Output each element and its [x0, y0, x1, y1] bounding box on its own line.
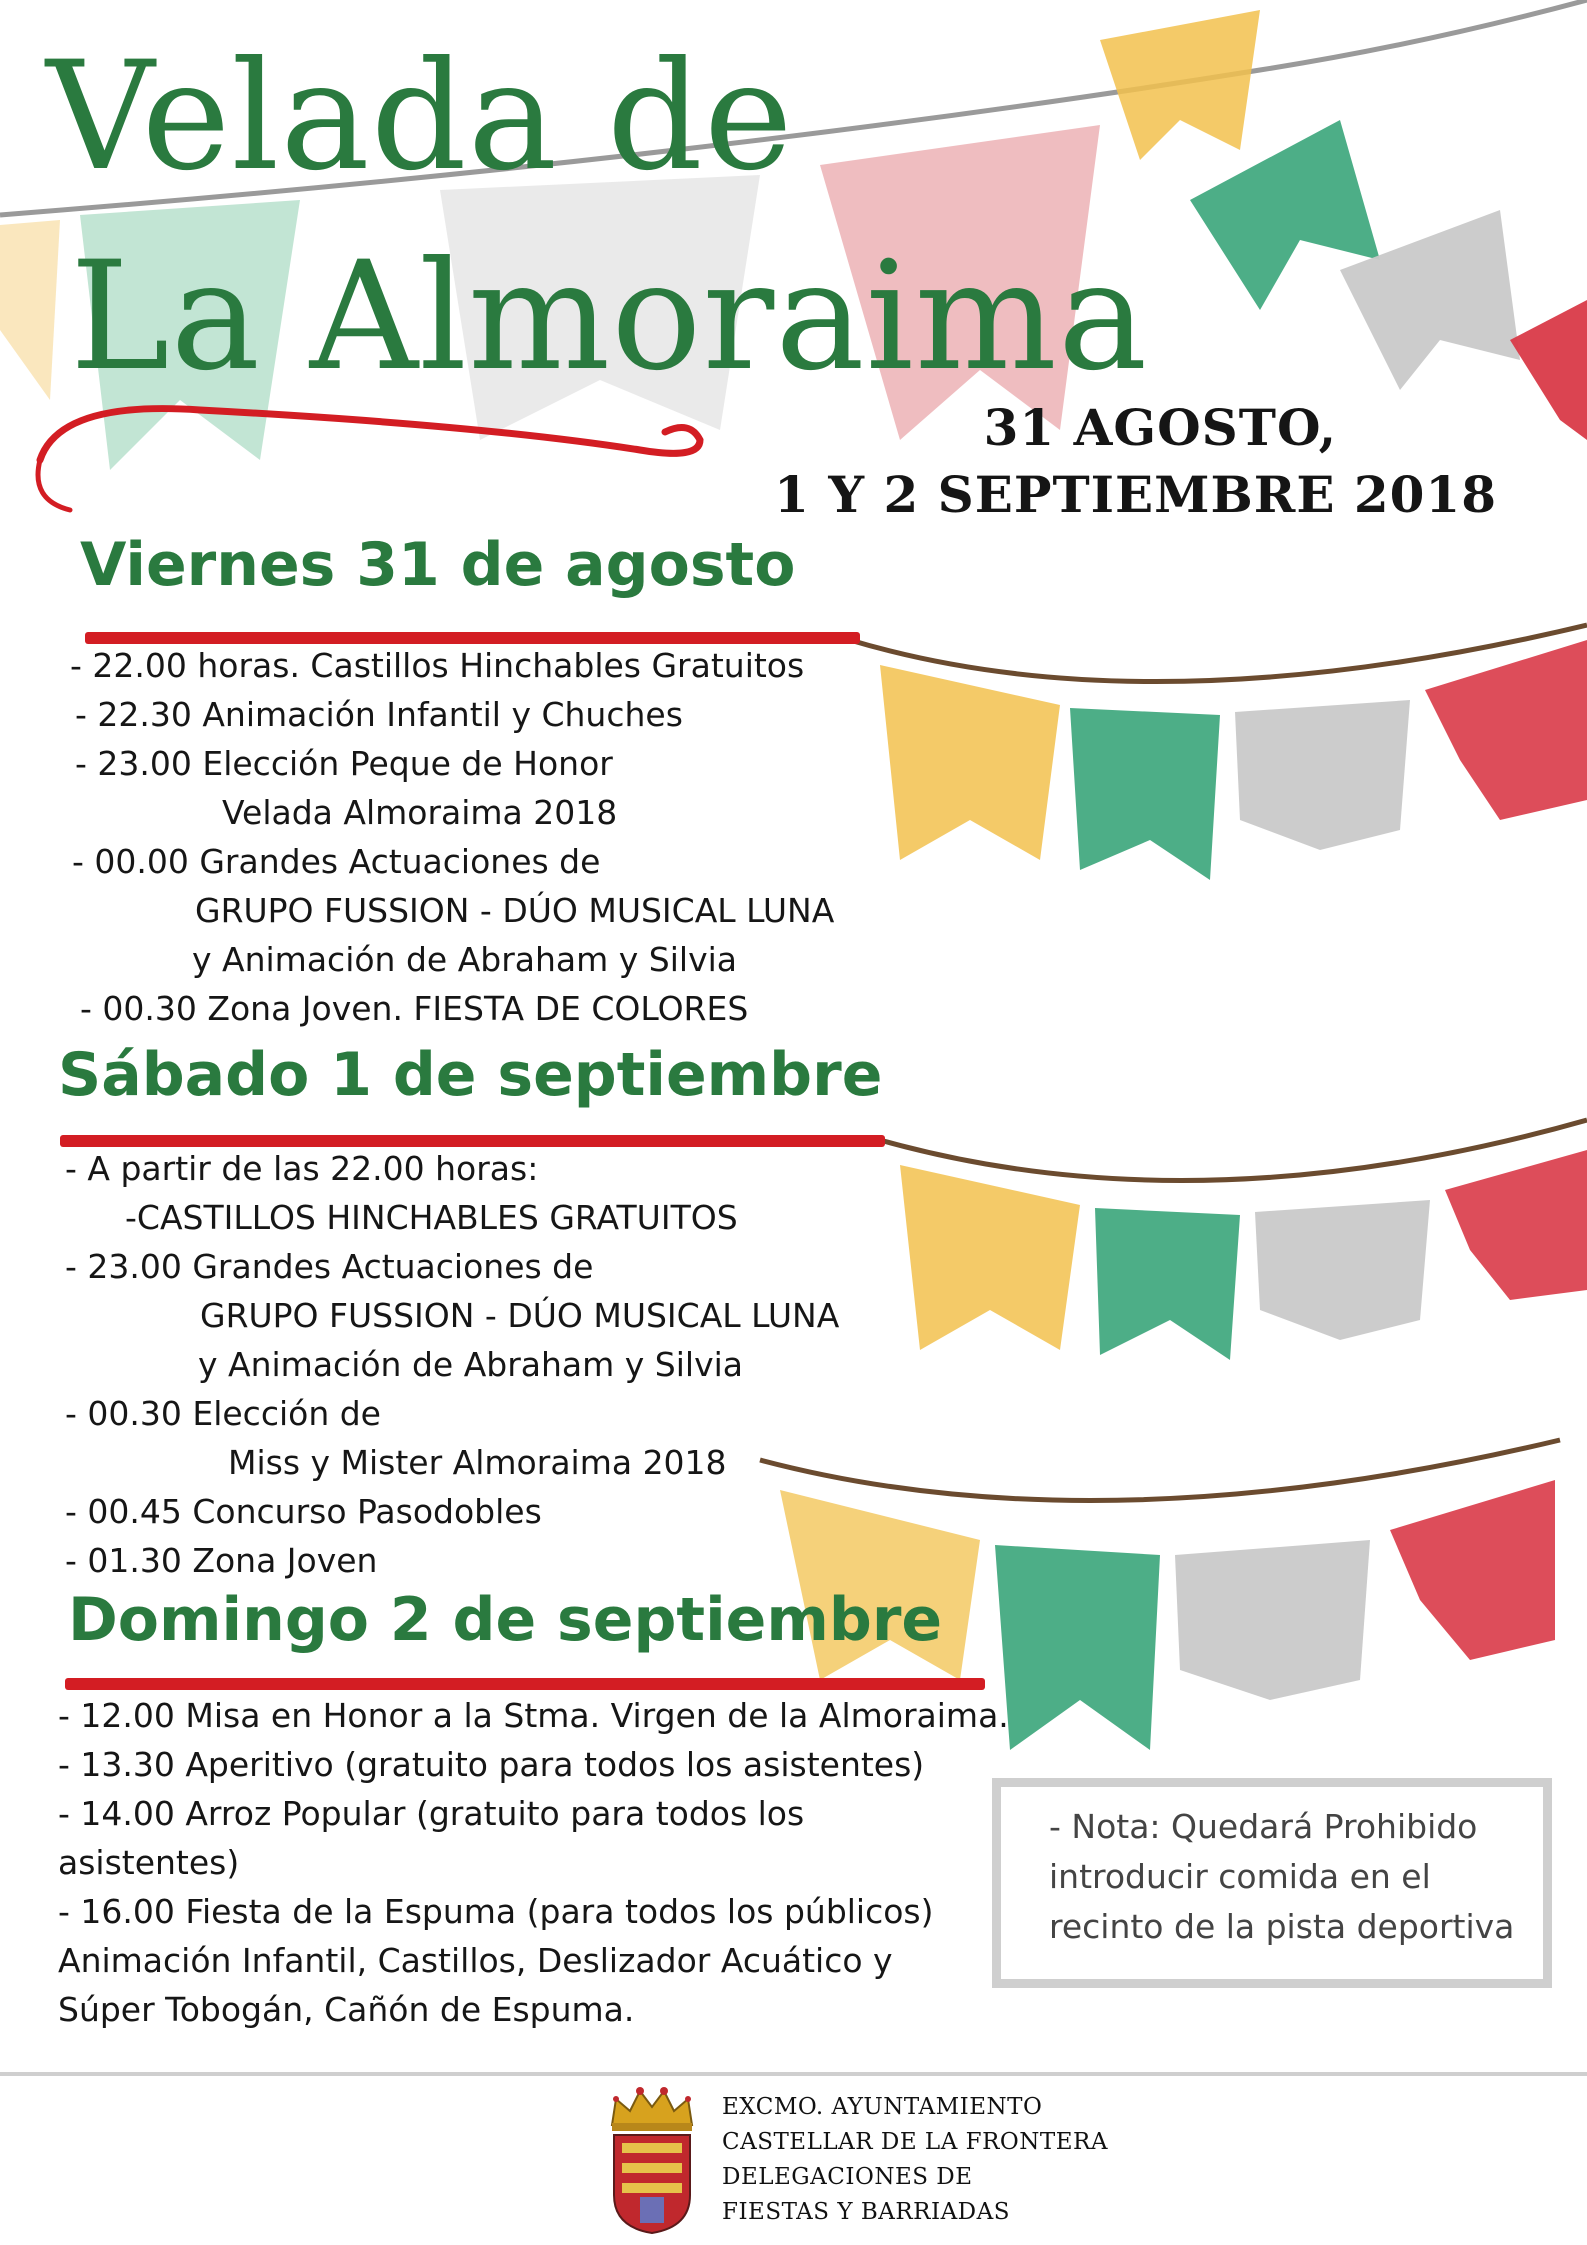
flag-m1-1 [880, 665, 1060, 860]
saturday-line: - 01.30 Zona Joven [65, 1541, 378, 1580]
footer-line: EXCMO. AYUNTAMIENTO [722, 2094, 1043, 2120]
note-line: recinto de la pista deportiva [1049, 1907, 1515, 1946]
sunday-line: - 13.30 Aperitivo (gratuito para todos los asistentes) [58, 1745, 925, 1784]
sunday-heading: Domingo 2 de septiembre [68, 1585, 943, 1655]
sunday-divider [65, 1678, 985, 1690]
saturday-line: GRUPO FUSSION - DÚO MUSICAL LUNA [200, 1296, 840, 1335]
saturday-divider [60, 1135, 885, 1147]
saturday-line: - 00.45 Concurso Pasodobles [65, 1492, 542, 1531]
sunday-line: Súper Tobogán, Cañón de Espuma. [58, 1990, 635, 2029]
flag-m1-4 [1425, 640, 1587, 820]
note-line: introducir comida en el [1049, 1857, 1431, 1896]
sunday-line: - 14.00 Arroz Popular (gratuito para todos los [58, 1794, 805, 1833]
sunday-line: - 12.00 Misa en Honor a la Stma. Virgen de la Almoraima. [58, 1696, 1009, 1735]
bunting-string-3 [760, 1440, 1560, 1501]
bunting-string-1 [850, 625, 1587, 682]
flag-m3-3 [1175, 1540, 1370, 1700]
saturday-line: - A partir de las 22.00 horas: [65, 1149, 539, 1188]
friday-line: Velada Almoraima 2018 [222, 793, 618, 832]
friday-line: - 00.30 Zona Joven. FIESTA DE COLORES [80, 989, 749, 1028]
flag-m3-2 [995, 1545, 1160, 1750]
note-line: - Nota: Quedará Prohibido [1049, 1807, 1478, 1846]
saturday-line: y Animación de Abraham y Silvia [198, 1345, 743, 1384]
flag-m2-3 [1255, 1200, 1430, 1340]
friday-line: GRUPO FUSSION - DÚO MUSICAL LUNA [195, 891, 835, 930]
sunday-line: Animación Infantil, Castillos, Deslizador Acuático y [58, 1941, 893, 1980]
saturday-line: Miss y Mister Almoraima 2018 [228, 1443, 727, 1482]
friday-heading: Viernes 31 de agosto [80, 530, 796, 600]
flag-m2-1 [900, 1165, 1080, 1350]
date-line-1: 31 AGOSTO, [983, 398, 1337, 457]
title-line-1: Velada de [46, 30, 794, 204]
flag-m2-2 [1095, 1208, 1240, 1360]
flag-m1-3 [1235, 700, 1410, 850]
flag-m1-2 [1070, 708, 1220, 880]
municipal-crest-icon [606, 2085, 698, 2235]
saturday-line: -CASTILLOS HINCHABLES GRATUITOS [125, 1198, 738, 1237]
friday-divider [85, 632, 860, 644]
title-flourish-curl [38, 460, 70, 510]
title-line-2: La Almoraima [70, 230, 1149, 404]
footer-divider [0, 2072, 1587, 2076]
saturday-line: - 23.00 Grandes Actuaciones de [65, 1247, 594, 1286]
friday-line: y Animación de Abraham y Silvia [192, 940, 737, 979]
flag-top-8 [1510, 300, 1587, 440]
friday-line: - 22.30 Animación Infantil y Chuches [75, 695, 683, 734]
bunting-string-2 [880, 1120, 1587, 1181]
flag-m3-4 [1390, 1480, 1555, 1660]
footer-line: FIESTAS Y BARRIADAS [722, 2199, 1010, 2225]
sunday-line: - 16.00 Fiesta de la Espuma (para todos los públicos) [58, 1892, 934, 1931]
friday-line: - 22.00 horas. Castillos Hinchables Gratuitos [70, 646, 805, 685]
flag-top-1 [0, 220, 60, 400]
flag-top-5 [1100, 10, 1260, 160]
flag-m2-4 [1445, 1150, 1587, 1300]
note-box [992, 1778, 1552, 1988]
sunday-line: asistentes) [58, 1843, 240, 1882]
date-line-2: 1 Y 2 SEPTIEMBRE 2018 [774, 465, 1497, 524]
footer-line: DELEGACIONES DE [722, 2164, 973, 2190]
saturday-heading: Sábado 1 de septiembre [58, 1040, 883, 1110]
friday-line: - 00.00 Grandes Actuaciones de [72, 842, 601, 881]
saturday-line: - 00.30 Elección de [65, 1394, 381, 1433]
footer-line: CASTELLAR DE LA FRONTERA [722, 2129, 1108, 2155]
friday-line: - 23.00 Elección Peque de Honor [75, 744, 613, 783]
